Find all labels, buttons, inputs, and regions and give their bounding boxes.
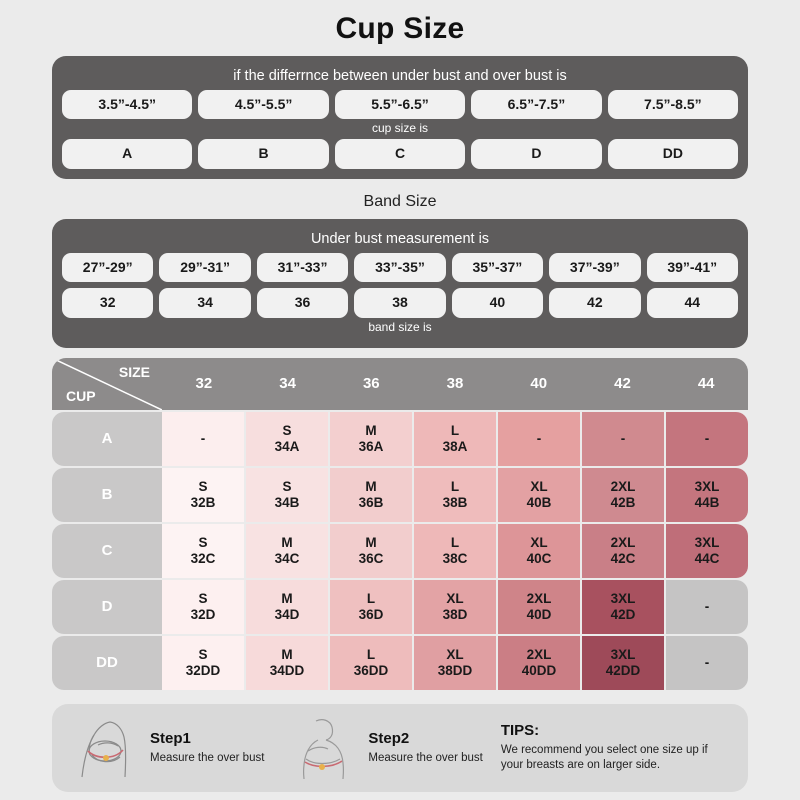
matrix-cell — [162, 468, 246, 522]
step1-text — [150, 730, 264, 765]
step2-block — [286, 715, 482, 781]
matrix-cell-size: - — [704, 654, 710, 670]
matrix-column-header: 40 — [530, 375, 548, 393]
band-panel-caption-bottom: band size is — [368, 319, 432, 334]
matrix-cell-size: L — [366, 591, 376, 607]
matrix-cell-code: 42B — [610, 494, 636, 510]
cup-letter-cell: C — [335, 139, 465, 168]
matrix-cell-size: 3XL — [694, 479, 720, 495]
matrix-cell-code: 38DD — [437, 662, 473, 678]
matrix-cell — [666, 524, 748, 578]
matrix-row — [52, 524, 748, 578]
step1-title: Step1 — [150, 729, 191, 747]
matrix-header-row — [52, 358, 748, 410]
band-number-cell: 36 — [257, 288, 348, 317]
cup-range-cell: 5.5”-6.5” — [335, 90, 465, 119]
page-title: Cup Size — [335, 12, 465, 45]
matrix-cell — [582, 636, 666, 690]
step2-title: Step2 — [368, 729, 410, 747]
band-number-cell: 34 — [159, 288, 250, 317]
matrix-cell — [666, 468, 748, 522]
matrix-cell-size: 2XL — [610, 535, 636, 551]
matrix-cell-size: XL — [446, 591, 464, 607]
matrix-cell-size: XL — [530, 535, 548, 551]
matrix-cell — [582, 580, 666, 634]
matrix-cell-size: S — [198, 479, 208, 495]
size-matrix — [52, 358, 748, 690]
step1-desc: Measure the over bust — [150, 751, 265, 764]
matrix-cell-size: L — [450, 423, 460, 439]
matrix-cell — [582, 524, 666, 578]
matrix-row — [52, 468, 748, 522]
matrix-cell — [498, 468, 582, 522]
matrix-cell-size: - — [536, 430, 542, 446]
matrix-row-label: DD — [52, 636, 162, 690]
matrix-cell — [330, 524, 414, 578]
matrix-cell-code: 34DD — [269, 662, 305, 678]
matrix-cell — [246, 636, 330, 690]
matrix-cell-code: 36B — [358, 494, 384, 510]
matrix-cell — [666, 580, 748, 634]
matrix-column-header: 32 — [195, 375, 213, 393]
matrix-cell-code: 32DD — [185, 662, 221, 678]
matrix-cell-code: 44B — [694, 494, 720, 510]
step2-desc: Measure the over bust — [368, 751, 483, 764]
matrix-cell-size: - — [200, 430, 206, 446]
matrix-cell-code: 34D — [274, 606, 300, 622]
matrix-cell-code: 38D — [442, 606, 468, 622]
matrix-cell-size: - — [704, 430, 710, 446]
measure-under-bust-figure-icon — [286, 715, 360, 781]
matrix-cell-size: S — [282, 423, 292, 439]
matrix-cell-size: - — [620, 430, 626, 446]
matrix-column-header: 34 — [279, 375, 296, 393]
matrix-cell — [162, 524, 246, 578]
matrix-cell-size: M — [365, 535, 377, 551]
matrix-cell — [498, 636, 582, 690]
matrix-cell-code: 36DD — [353, 662, 389, 678]
matrix-cell-code: 40D — [526, 606, 552, 622]
matrix-cell — [498, 580, 582, 634]
matrix-cell — [582, 468, 666, 522]
tips-title: TIPS: — [500, 722, 540, 740]
band-range-cell: 33”-35” — [354, 253, 445, 282]
matrix-row-label: C — [52, 524, 162, 578]
matrix-cell-size: M — [365, 423, 377, 439]
matrix-cell-code: 38A — [442, 438, 468, 454]
matrix-cell-size: S — [198, 535, 208, 551]
matrix-cell — [330, 636, 414, 690]
matrix-row — [52, 580, 748, 634]
matrix-cell-size: M — [281, 591, 293, 607]
cup-range-row — [62, 90, 738, 119]
band-range-cell: 31”-33” — [257, 253, 348, 282]
matrix-cell — [414, 580, 498, 634]
matrix-cell — [582, 412, 666, 466]
matrix-cell-code: 38B — [442, 494, 468, 510]
matrix-cell-code: 34C — [274, 550, 300, 566]
matrix-cell-code: 32C — [190, 550, 216, 566]
matrix-cell — [414, 468, 498, 522]
tips-note — [501, 722, 732, 773]
matrix-cell-size: L — [450, 535, 460, 551]
band-number-cell: 32 — [62, 288, 153, 317]
matrix-cell — [498, 412, 582, 466]
matrix-cell-size: S — [198, 591, 208, 607]
step1-block — [68, 715, 264, 781]
matrix-row — [52, 636, 748, 690]
matrix-cell — [330, 412, 414, 466]
cup-range-cell: 4.5”-5.5” — [198, 90, 328, 119]
band-range-row — [62, 253, 738, 282]
tips-panel — [52, 704, 748, 792]
band-number-cell: 38 — [354, 288, 445, 317]
band-size-heading: Band Size — [363, 192, 437, 210]
matrix-cell — [246, 468, 330, 522]
cup-size-panel — [52, 56, 748, 179]
cup-panel-caption-mid: cup size is — [371, 121, 429, 136]
matrix-cell-code: 44C — [694, 550, 720, 566]
matrix-cell — [246, 580, 330, 634]
matrix-cell-code: 40C — [526, 550, 552, 566]
matrix-cell — [414, 524, 498, 578]
matrix-cell-size: M — [281, 647, 293, 663]
matrix-cell-code: 42DD — [605, 662, 641, 678]
band-range-cell: 29”-31” — [159, 253, 250, 282]
band-range-cell: 35”-37” — [452, 253, 543, 282]
matrix-cell — [162, 412, 246, 466]
matrix-cell-size: L — [450, 479, 460, 495]
matrix-cell — [162, 636, 246, 690]
matrix-cell-code: 40B — [526, 494, 552, 510]
matrix-cell-size: M — [365, 479, 377, 495]
matrix-row — [52, 412, 748, 466]
matrix-row-label: D — [52, 580, 162, 634]
band-range-cell: 27”-29” — [62, 253, 153, 282]
matrix-cell-size: 3XL — [610, 647, 636, 663]
cup-range-cell: 3.5”-4.5” — [62, 90, 192, 119]
matrix-cell — [330, 580, 414, 634]
band-range-cell: 39”-41” — [647, 253, 738, 282]
matrix-corner-cell — [52, 358, 162, 410]
matrix-cell-size: - — [704, 598, 710, 614]
matrix-cell-code: 36C — [358, 550, 384, 566]
cup-range-cell: 7.5”-8.5” — [608, 90, 738, 119]
matrix-cup-label: CUP — [66, 387, 96, 404]
matrix-column-header: 38 — [446, 375, 464, 393]
matrix-cell-size: S — [282, 479, 292, 495]
matrix-cell — [330, 468, 414, 522]
cup-letter-cell: A — [62, 139, 192, 168]
band-number-cell: 44 — [647, 288, 738, 317]
matrix-cell-code: 32D — [190, 606, 216, 622]
matrix-cell-size: L — [366, 647, 376, 663]
matrix-cell-size: 3XL — [610, 591, 636, 607]
matrix-cell — [666, 636, 748, 690]
cup-letter-cell: D — [471, 139, 601, 168]
matrix-cell-size: XL — [530, 479, 548, 495]
cup-letter-row — [62, 139, 738, 168]
matrix-cell-size: 2XL — [610, 479, 636, 495]
matrix-cell — [246, 524, 330, 578]
cup-panel-caption-top: if the differrnce between under bust and over bust is — [233, 68, 567, 84]
matrix-cell — [414, 636, 498, 690]
matrix-body — [52, 412, 748, 690]
matrix-cell-size: S — [198, 647, 208, 663]
band-panel-caption-top: Under bust measurement is — [310, 230, 490, 247]
matrix-cell-code: 36D — [358, 606, 384, 622]
matrix-cell-size: 2XL — [526, 647, 552, 663]
tips-body: We recommend you select one size up if your breasts are on larger side. — [500, 744, 708, 772]
band-number-cell: 40 — [452, 288, 543, 317]
matrix-cell-size: M — [281, 535, 293, 551]
matrix-cell-code: 42D — [610, 606, 636, 622]
matrix-size-label: SIZE — [118, 363, 150, 380]
matrix-cell-code: 36A — [358, 438, 384, 454]
matrix-cell-code: 32B — [190, 494, 216, 510]
band-number-cell: 42 — [549, 288, 640, 317]
matrix-cell-code: 42C — [610, 550, 636, 566]
matrix-cell-code: 34A — [274, 438, 300, 454]
matrix-cell — [498, 524, 582, 578]
step2-text — [368, 730, 482, 765]
matrix-cell — [666, 412, 748, 466]
matrix-cell-code: 34B — [274, 494, 300, 510]
matrix-cell-size: 2XL — [526, 591, 552, 607]
matrix-cell — [162, 580, 246, 634]
matrix-cell-code: 40DD — [521, 662, 557, 678]
matrix-cell-size: 3XL — [694, 535, 720, 551]
matrix-cell — [246, 412, 330, 466]
measure-over-bust-figure-icon — [68, 715, 142, 781]
matrix-cell-code: 38C — [442, 550, 468, 566]
matrix-column-header: 42 — [614, 375, 631, 393]
matrix-cell-size: XL — [446, 647, 464, 663]
matrix-cell — [414, 412, 498, 466]
matrix-column-header: 44 — [697, 375, 715, 393]
band-size-panel — [52, 219, 748, 348]
cup-letter-cell: B — [198, 139, 328, 168]
cup-range-cell: 6.5”-7.5” — [471, 90, 601, 119]
band-number-row — [62, 288, 738, 317]
matrix-row-label: B — [52, 468, 162, 522]
matrix-row-label: A — [52, 412, 162, 466]
band-range-cell: 37”-39” — [549, 253, 640, 282]
matrix-column-header: 36 — [362, 375, 380, 393]
cup-letter-cell: DD — [608, 139, 738, 168]
